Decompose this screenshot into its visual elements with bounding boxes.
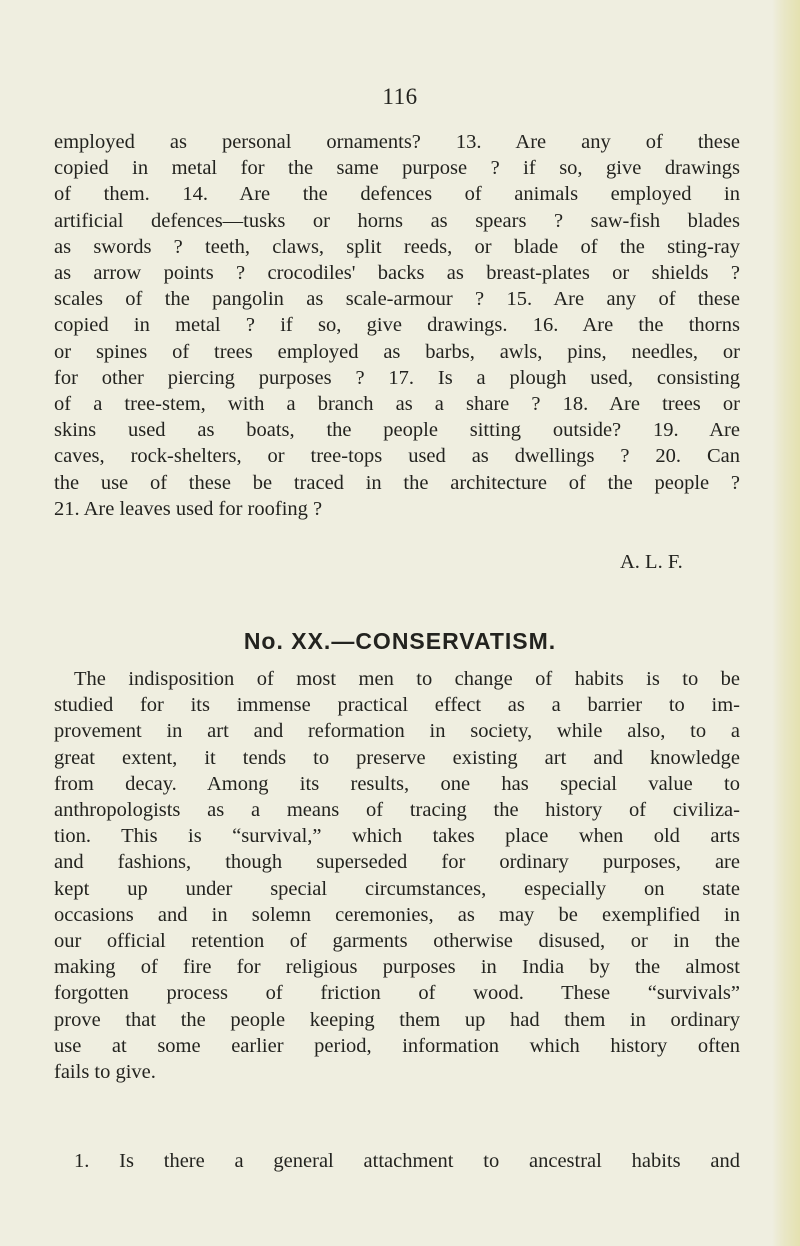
text-line: copied in metal for the same purpose ? if so, give drawings (54, 157, 740, 180)
text-line: skins used as boats, the people sitting outside? 19. Are (54, 419, 740, 442)
text-line: employed as personal ornaments? 13. Are any of these (54, 131, 740, 153)
text-line: our official retention of garments otherwise disused, or in the (54, 930, 740, 953)
text-line: caves, rock-shelters, or tree-tops used as dwellings ? 20. Can (54, 445, 740, 468)
text-line: use at some earlier period, information which history often (54, 1034, 740, 1057)
text-line: 21. Are leaves used for roofing ? (54, 497, 323, 520)
text-line: or spines of trees employed as barbs, awls, pins, needles, or (54, 340, 740, 363)
text-line: anthropologists as a means of tracing the history of civiliza- (54, 799, 740, 822)
text-line: occasions and in solemn ceremonies, as may be exemplified in (54, 903, 740, 926)
text-line: from decay. Among its results, one has special value to (54, 772, 740, 795)
text-line: for other piercing purposes ? 17. Is a plough used, consisting (54, 366, 740, 389)
text-line: fails to give. (54, 1061, 156, 1084)
text-line: provement in art and reformation in society, while also, to a (54, 720, 740, 743)
author-initials: A. L. F. (620, 551, 683, 573)
text-line: making of fire for religious purposes in India by the almost (54, 956, 740, 979)
text-line: and fashions, though superseded for ordinary purposes, are (54, 851, 740, 874)
text-line: the use of these be traced in the architecture of the people ? (54, 471, 740, 494)
text-line: forgotten process of friction of wood. These “survivals” (54, 982, 740, 1005)
section-heading: No. XX.—CONSERVATISM. (243, 628, 557, 654)
text-line: The indisposition of most men to change of habits is to be (74, 668, 740, 690)
text-line: prove that the people keeping them up had them in ordinary (54, 1008, 740, 1031)
text-line: kept up under special circumstances, especially on state (54, 877, 740, 900)
questions-paragraph (54, 129, 740, 522)
text-line: copied in metal ? if so, give drawings. 16. Are the thorns (54, 314, 740, 337)
text-line: great extent, it tends to preserve existing art and knowledge (54, 746, 740, 769)
text-line: as arrow points ? crocodiles' backs as breast-plates or shields ? (54, 262, 740, 285)
text-line: artificial defences—tusks or horns as spears ? saw-fish blades (54, 209, 740, 232)
page-number: 116 (382, 84, 418, 109)
text-line: scales of the pangolin as scale-armour ? 15. Are any of these (54, 288, 740, 311)
question-item-1: 1. Is there a general attachment to ancestral habits and (74, 1150, 740, 1172)
text-line: studied for its immense practical effect as a barrier to im- (54, 694, 740, 717)
conservatism-paragraph (54, 666, 740, 1085)
text-line: of them. 14. Are the defences of animals employed in (54, 183, 740, 206)
page-edge-shadow (772, 0, 800, 1246)
text-line: of a tree-stem, with a branch as a share ? 18. Are trees or (54, 393, 740, 416)
text-line: as swords ? teeth, claws, split reeds, or blade of the sting-ray (54, 235, 740, 258)
text-line: tion. This is “survival,” which takes place when old arts (54, 825, 740, 848)
